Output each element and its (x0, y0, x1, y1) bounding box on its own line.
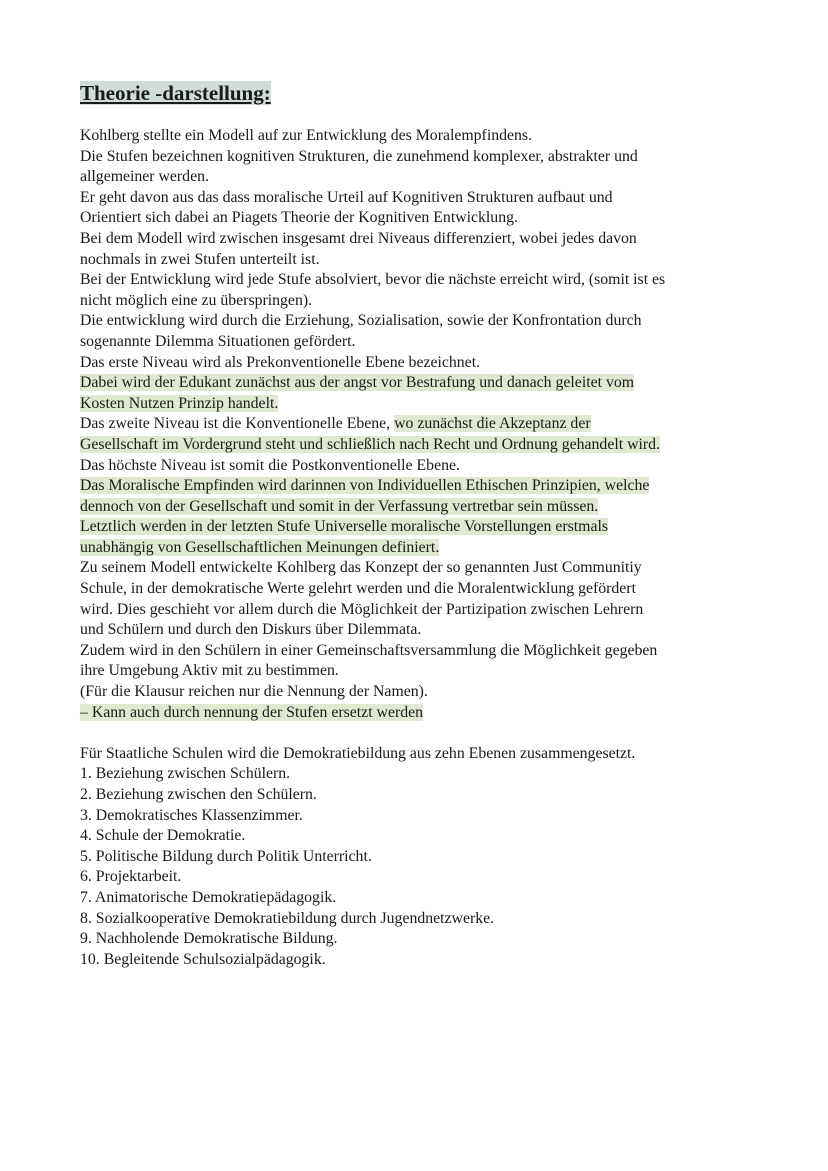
text-line (80, 353, 770, 374)
highlighted-text: wo zunächst die Akzeptanz der (394, 415, 591, 433)
text-line (80, 332, 770, 353)
text-line (80, 188, 770, 209)
text-line (80, 764, 770, 785)
text-segment: 1. Beziehung zwischen Schülern. (80, 765, 291, 783)
text-segment: 8. Sozialkooperative Demokratiebildung durch Jugendnetzwerke. (80, 909, 495, 927)
text-line (80, 847, 770, 868)
text-segment: 3. Demokratisches Klassenzimmer. (80, 806, 303, 824)
text-line (80, 229, 770, 250)
text-segment: 2. Beziehung zwischen den Schülern. (80, 786, 317, 803)
text-segment: Für Staatliche Schulen wird die Demokratiebildung aus zehn Ebenen zusammengesetzt. (80, 744, 636, 762)
highlighted-text: Dabei wird der Edukant zunächst aus der angst vor Bestrafung und danach geleitet vom (80, 374, 635, 392)
text-segment: und Schülern und durch den Diskurs über Dilemmata. (80, 621, 422, 639)
text-line (80, 517, 770, 538)
text-line (80, 311, 770, 332)
text-line (80, 373, 770, 394)
text-segment: Das zweite Niveau ist die Konventionelle Ebene, (80, 415, 395, 433)
text-line (80, 661, 770, 682)
text-line (80, 558, 770, 579)
text-line (80, 579, 770, 600)
highlighted-text: Letztlich werden in der letzten Stufe Universelle moralische Vorstellungen erstmals (80, 518, 609, 536)
highlighted-text: Kosten Nutzen Prinzip handelt. (80, 394, 279, 412)
highlighted-text: dennoch von der Gesellschaft und somit in der Verfassung vertretbar sein müssen. (80, 497, 599, 515)
text-segment: Das erste Niveau wird als Prekonventionelle Ebene bezeichnet. (80, 353, 481, 371)
text-segment: 10. Begleitende Schulsozialpädagogik. (80, 950, 326, 968)
text-line (80, 250, 770, 271)
highlighted-text: Das Moralische Empfinden wird darinnen von Individuellen Ethischen Prinzipien, welche (80, 477, 650, 495)
text-line (80, 538, 770, 559)
text-segment: ihre Umgebung Aktiv mit zu bestimmen. (80, 662, 339, 680)
text-line (80, 497, 770, 518)
text-line (80, 167, 770, 188)
text-line (80, 620, 770, 641)
text-line (80, 291, 770, 312)
text-line (80, 744, 770, 765)
text-segment: Das höchste Niveau ist somit die Postkonventionelle Ebene. (80, 456, 460, 474)
text-segment: Zudem wird in den Schülern in einer Gemeinschaftsversammlung die Möglichkeit gegeben (80, 641, 658, 659)
text-line (80, 414, 770, 435)
text-segment: Er geht davon aus das dass moralische Urteil auf Kognitiven Strukturen aufbaut und (80, 188, 613, 206)
text-line (80, 126, 770, 147)
text-line (80, 785, 770, 806)
text-line (80, 456, 770, 477)
text-segment: sogenannte Dilemma Situationen gefördert. (80, 332, 356, 350)
text-segment: Orientiert sich dabei an Piagets Theorie der Kognitiven Entwicklung. (80, 209, 518, 227)
text-line (80, 929, 770, 950)
text-line (80, 888, 770, 909)
text-line (80, 806, 770, 827)
page-title-text: Theorie -darstellung: (80, 81, 271, 105)
text-segment: Die entwicklung wird durch die Erziehung, Sozialisation, sowie der Konfrontation durch (80, 312, 642, 330)
text-segment: Kohlberg stellte ein Modell auf zur Entwicklung des Moralempfindens. (80, 127, 533, 144)
text-segment: Zu seinem Modell entwickelte Kohlberg das Konzept der so genannten Just Communitiy (80, 559, 642, 577)
text-segment: wird. Dies geschieht vor allem durch die Möglichkeit der Partizipation zwischen Lehrern (80, 600, 644, 618)
highlighted-text: Gesellschaft im Vordergrund steht und schließlich nach Recht und Ordnung gehandelt wird. (80, 435, 660, 453)
text-segment: 9. Nachholende Demokratische Bildung. (80, 930, 338, 948)
paragraph-gap (80, 723, 770, 744)
text-segment: 7. Animatorische Demokratiepädagogik. (80, 888, 337, 906)
text-line (80, 703, 770, 724)
text-line (80, 950, 770, 971)
text-line (80, 909, 770, 930)
text-segment: nicht möglich eine zu überspringen). (80, 291, 313, 309)
text-line (80, 394, 770, 415)
text-segment: Die Stufen bezeichnen kognitiven Strukturen, die zunehmend komplexer, abstrakter und (80, 147, 638, 165)
text-line (80, 682, 770, 703)
text-segment: 6. Projektarbeit. (80, 868, 182, 886)
text-segment: Bei dem Modell wird zwischen insgesamt drei Niveaus differenziert, wobei jedes davon (80, 229, 637, 247)
highlighted-text: unabhängig von Gesellschaftlichen Meinungen definiert. (80, 538, 440, 556)
text-segment: 4. Schule der Demokratie. (80, 827, 246, 845)
text-segment: 5. Politische Bildung durch Politik Unterricht. (80, 847, 372, 865)
text-line (80, 476, 770, 497)
text-line (80, 208, 770, 229)
highlighted-text: – Kann auch durch nennung der Stufen ersetzt werden (80, 703, 424, 721)
text-segment: Schule, in der demokratische Werte gelehrt werden und die Moralentwicklung gefördert (80, 580, 636, 598)
text-segment: (Für die Klausur reichen nur die Nennung der Namen). (80, 683, 428, 701)
text-line (80, 826, 770, 847)
document-body (80, 126, 770, 970)
page-title (80, 80, 271, 106)
text-segment: nochmals in zwei Stufen unterteilt ist. (80, 250, 320, 268)
text-segment: allgemeiner werden. (80, 168, 209, 186)
text-line (80, 435, 770, 456)
text-line (80, 867, 770, 888)
text-line (80, 147, 770, 168)
text-line (80, 641, 770, 662)
text-segment: Bei der Entwicklung wird jede Stufe absolviert, bevor die nächste erreicht wird, (somit ist es (80, 271, 666, 289)
text-line (80, 600, 770, 621)
text-line (80, 270, 770, 291)
